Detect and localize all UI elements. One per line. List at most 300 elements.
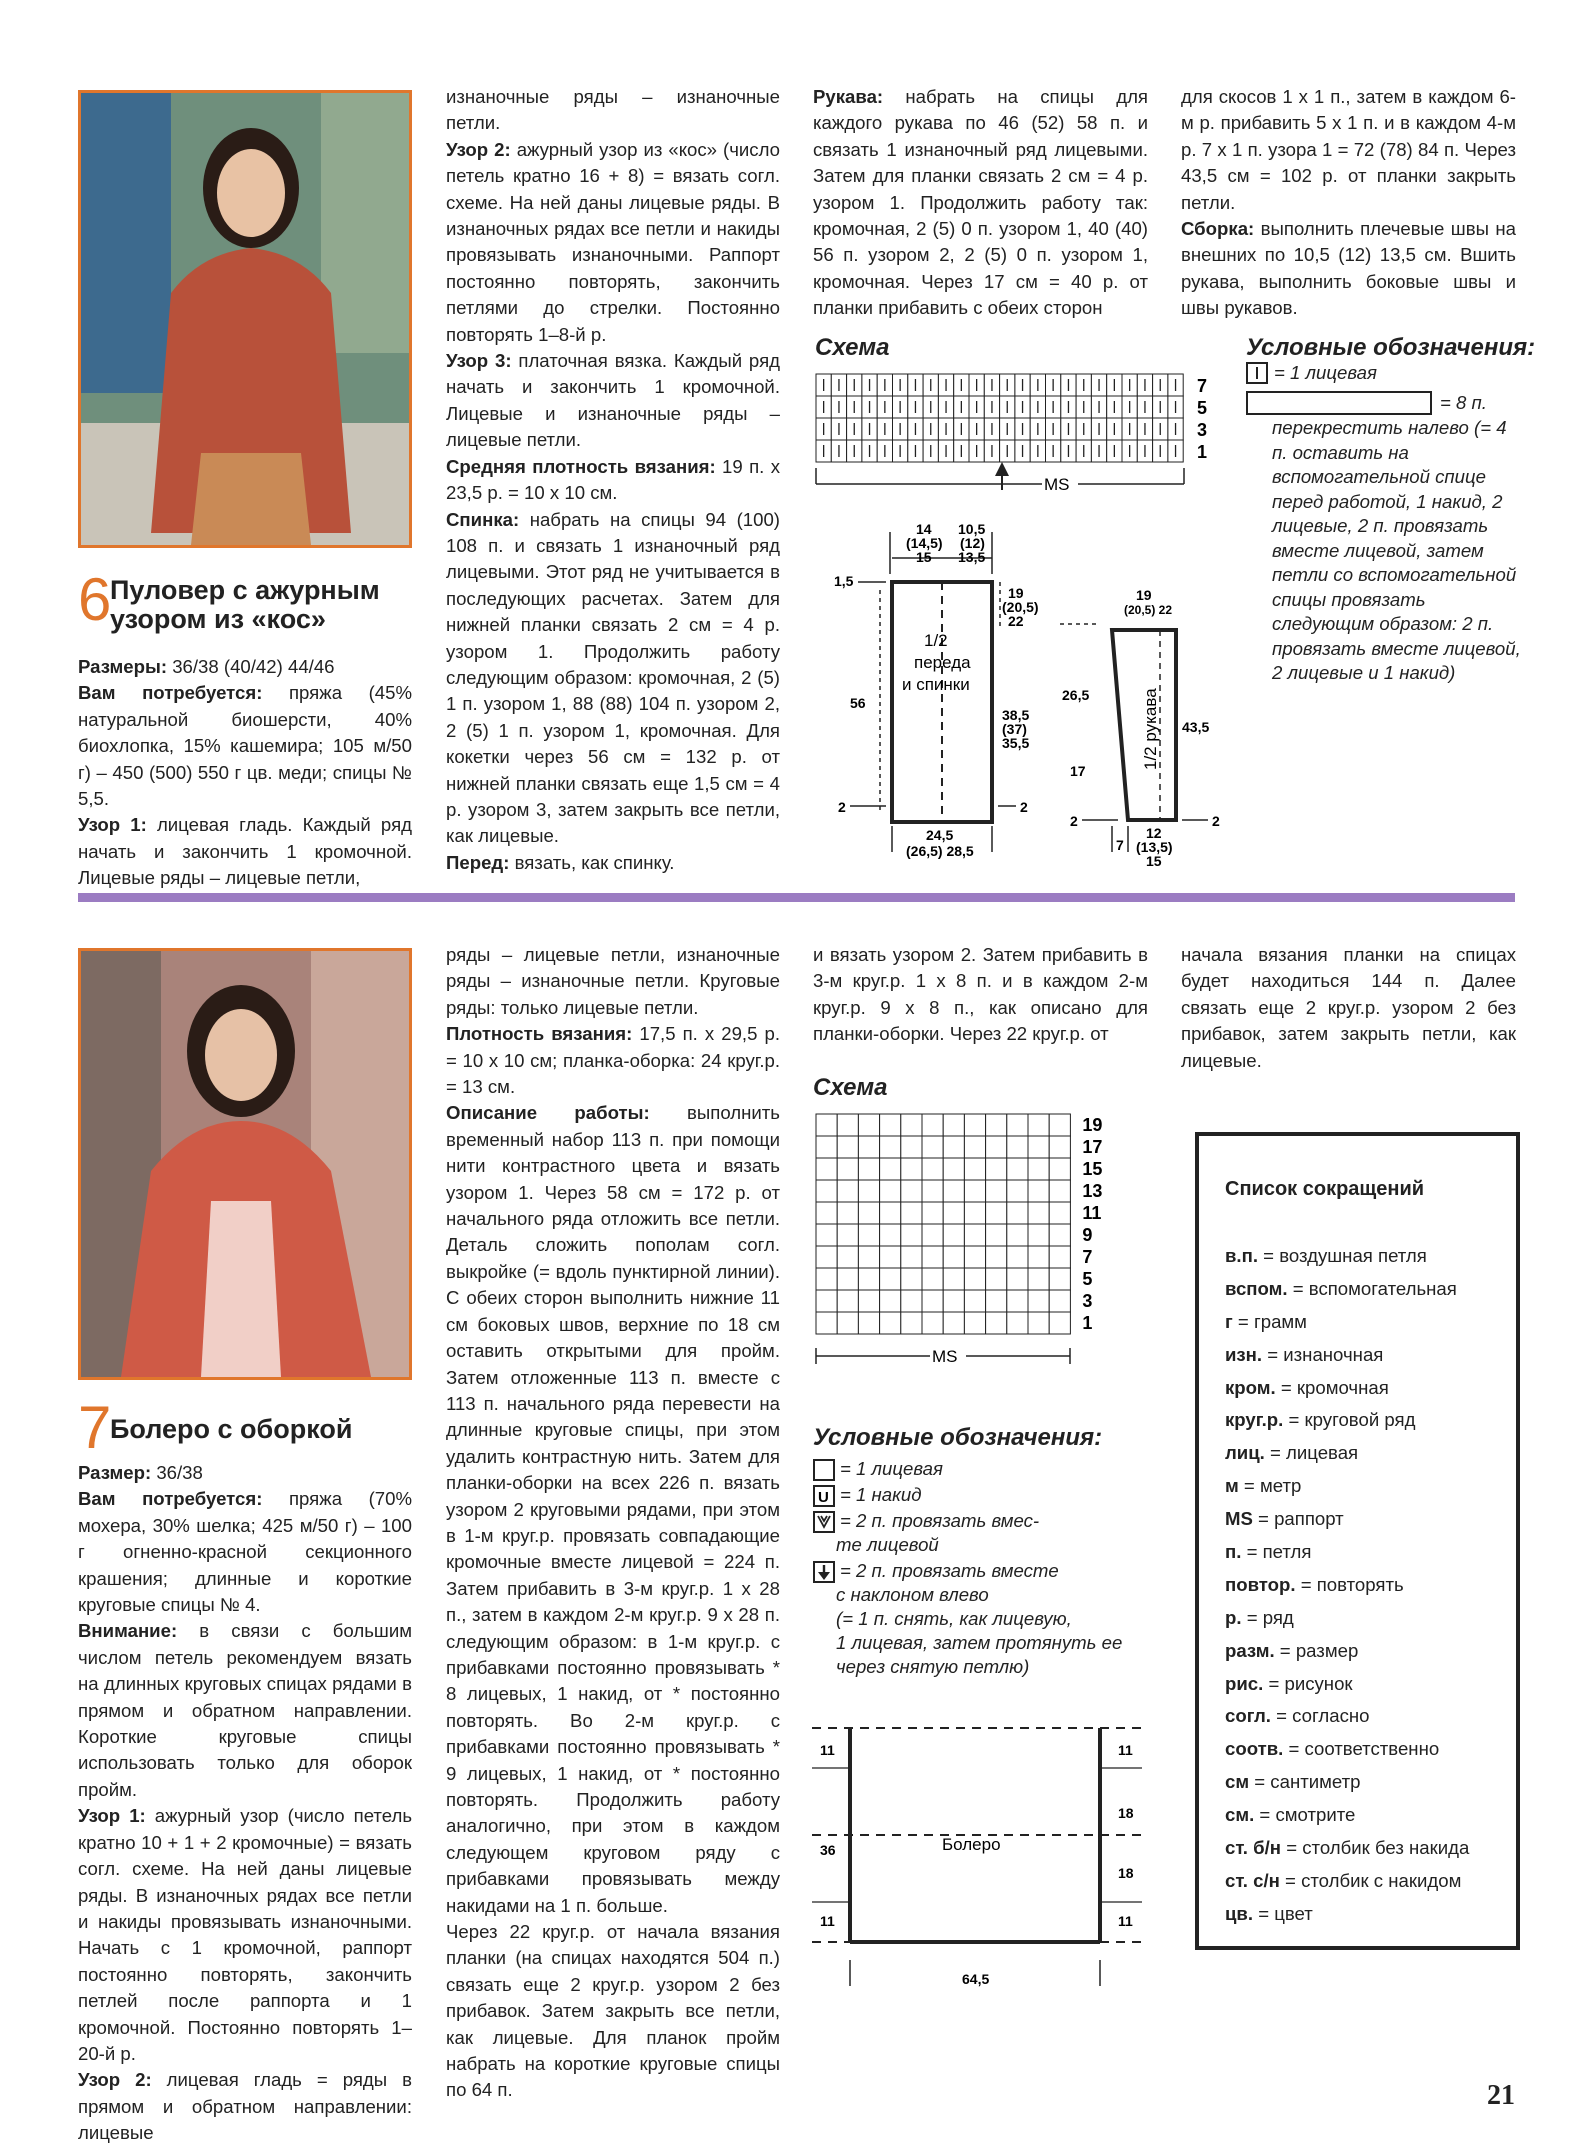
chart-cell xyxy=(922,1202,943,1224)
paragraph-text: 36/38 xyxy=(151,1462,203,1483)
chart-cell xyxy=(858,1136,879,1158)
legend-k2tog-icon xyxy=(813,1511,835,1533)
chart-cell xyxy=(1007,1114,1028,1136)
sweater-photo xyxy=(78,90,412,548)
abbreviation-key: г xyxy=(1225,1310,1233,1332)
sweater-sleeve-diagram xyxy=(1060,580,1230,880)
chart-cell xyxy=(943,1114,964,1136)
abbreviation-item xyxy=(1225,1700,1469,1733)
chart-cell xyxy=(1049,1290,1070,1312)
abbreviation-item xyxy=(1225,1470,1469,1503)
chart-cell xyxy=(816,1158,837,1180)
chart-cell xyxy=(880,1180,901,1202)
abbreviation-item xyxy=(1225,1733,1469,1766)
chart-cell xyxy=(922,1136,943,1158)
abbreviation-key: повтор. xyxy=(1225,1573,1296,1595)
dim-label: 11 xyxy=(820,1913,835,1929)
chart-cell xyxy=(943,1158,964,1180)
dim-label: 22 xyxy=(1008,613,1024,629)
chart-cell xyxy=(880,1136,901,1158)
chart-cell xyxy=(922,1158,943,1180)
chart-cell xyxy=(816,1136,837,1158)
abbreviation-value: = изнаночная xyxy=(1262,1343,1384,1365)
sweater-legend-title: Условные обозначения: xyxy=(1246,334,1536,361)
chart-ms-label: MS xyxy=(932,1347,958,1366)
dim-label: 11 xyxy=(1118,1913,1133,1929)
abbreviation-item xyxy=(1225,1569,1469,1602)
paragraph xyxy=(1181,216,1516,322)
chart-cell xyxy=(858,1290,879,1312)
paragraph-text: Через 22 круг.р. от начала вязания планки (на спицах находятся 504 п.) связать еще 2 круг.р. узором 2 без прибавок. Затем закрыть все петли, как лицевые. Для планок пройм набрать на короткие круговые спицы по 64 п. xyxy=(446,1921,780,2101)
chart-cell xyxy=(922,1114,943,1136)
chart-cell xyxy=(922,1246,943,1268)
chart-cell xyxy=(1049,1224,1070,1246)
chart-cell xyxy=(943,1180,964,1202)
chart-cell xyxy=(901,1246,922,1268)
chart-cell xyxy=(880,1202,901,1224)
chart-cell xyxy=(858,1312,879,1334)
bolero-text-column-3 xyxy=(813,942,1148,1048)
abbreviation-key: изн. xyxy=(1225,1343,1263,1365)
chart-cell xyxy=(1028,1158,1049,1180)
section-number: 7 xyxy=(78,1394,112,1461)
chart-cell xyxy=(880,1312,901,1334)
paragraph xyxy=(78,654,412,680)
chart-cell xyxy=(964,1224,985,1246)
chart-cell xyxy=(1028,1268,1049,1290)
dim-label: 1,5 xyxy=(834,573,854,589)
abbreviation-item xyxy=(1225,1766,1469,1799)
abbreviation-item xyxy=(1225,1273,1469,1306)
abbreviation-value: = столбик с накидом xyxy=(1279,1869,1462,1891)
chart-cell xyxy=(986,1312,1007,1334)
bolero-schema-title: Схема xyxy=(813,1074,888,1101)
chart-cell xyxy=(858,1114,879,1136)
chart-cell xyxy=(964,1202,985,1224)
paragraph xyxy=(446,454,780,507)
svg-text:U: U xyxy=(818,1489,829,1506)
dim-label: (20,5) 22 xyxy=(1124,603,1173,617)
dim-label: 35,5 xyxy=(1002,735,1030,751)
chart-cell xyxy=(943,1268,964,1290)
chart-cell xyxy=(986,1136,1007,1158)
woman-sweater-photo-icon xyxy=(81,93,409,545)
legend-cable-icon xyxy=(1246,391,1432,415)
chart-cell xyxy=(816,1268,837,1290)
abbreviation-item xyxy=(1225,1437,1469,1470)
chart-row-label: 7 xyxy=(1197,376,1208,396)
section-number: 6 xyxy=(78,566,112,633)
chart-cell xyxy=(816,1312,837,1334)
chart-cell xyxy=(858,1202,879,1224)
chart-cell xyxy=(837,1312,858,1334)
abbreviation-key: кром. xyxy=(1225,1376,1276,1398)
paragraph-text: лицевая гладь. Каждый ряд начать и закончить 1 кромочной. Лицевые ряды – лицевые петли, xyxy=(78,814,412,889)
abbreviation-key: круг.р. xyxy=(1225,1409,1284,1431)
paragraph-text: ряды – лицевые петли, изнаночные ряды – изнаночные петли. Круговые ряды: только лицевые петли. xyxy=(446,944,780,1018)
chart-cell xyxy=(964,1180,985,1202)
paragraph-text: выполнить плечевые швы на внешних по 10,5 (12) 13,5 см. Вшить рукава, выполнить боковые швы и швы рукавов. xyxy=(1181,218,1516,319)
paragraph-text: для скосов 1 х 1 п., затем в каждом 6-м р. прибавить 5 х 1 п. и в каждом 4-м р. 7 х 1 п. узора 1 = 72 (78) 84 п. Через 43,5 см = 102 р. от планки закрыть петли. xyxy=(1181,86,1516,213)
paragraph-lead: Рукава: xyxy=(813,86,884,107)
chart-cell xyxy=(1028,1290,1049,1312)
chart-cell xyxy=(922,1268,943,1290)
dim-label: 11 xyxy=(820,1742,835,1758)
dim-label: 15 xyxy=(916,549,932,565)
paragraph-text: лицевая гладь = ряды в прямом и обратном направлении: лицевые xyxy=(78,2069,412,2144)
paragraph-text: набрать на спицы для каждого рукава по 46 (52) 58 п. и связать 1 изнаночный ряд лицевыми. Затем для планки связать 2 см = 4 р. узором 1. Продолжить работу так: кромочная, 2 (5) 0 п. узором 1, 40 (40) 56 п. узором 2, 2 (5) 0 п. узором 1, кромочная. Через 17 см = 40 р. от планки прибавить с обеих сторон xyxy=(813,86,1148,319)
chart-row-label: 1 xyxy=(1082,1313,1093,1333)
abbreviation-item xyxy=(1225,1372,1469,1405)
chart-cell xyxy=(858,1158,879,1180)
chart-cell xyxy=(858,1246,879,1268)
chart-cell xyxy=(901,1312,922,1334)
chart-cell xyxy=(880,1224,901,1246)
abbreviation-item xyxy=(1225,1602,1469,1635)
abbreviation-key: в.п. xyxy=(1225,1245,1258,1266)
chart-cell xyxy=(1007,1202,1028,1224)
chart-cell xyxy=(1007,1224,1028,1246)
abbreviation-item xyxy=(1225,1865,1469,1898)
dim-label: (12) xyxy=(960,535,985,551)
paragraph xyxy=(446,84,780,137)
bolero-legend-3a: = 2 п. провязать вмес- xyxy=(840,1510,1040,1531)
paragraph-text: пряжа (45% натуральной биошерсти, 40% биохлопка, 15% кашемира; 105 м/50 г) – 450 (500) 550 г цв. меди; спицы № 5,5. xyxy=(78,682,412,810)
section-separator xyxy=(78,893,1515,902)
paragraph-text: пряжа (70% мохера, 30% шелка; 425 м/50 г) – 100 г огненно-красной секционного крашения; длинные и короткие круговые спицы № 4. xyxy=(78,1488,412,1616)
abbreviation-key: см. xyxy=(1225,1804,1255,1826)
dim-label: 2 xyxy=(838,799,846,815)
chart-cell xyxy=(837,1114,858,1136)
chart-cell xyxy=(901,1224,922,1246)
paragraph xyxy=(78,1803,412,2067)
chart-cell xyxy=(1049,1114,1070,1136)
paragraph-text: в связи с большим числом петель рекомендуем вязать на длинных круговых спицах рядами в прямом и обратном направлении. Короткие круговые спицы использовать только для оборок пройм. xyxy=(78,1620,412,1800)
chart-row-label: 7 xyxy=(1082,1247,1093,1267)
paragraph xyxy=(78,2067,412,2146)
bolero-legend-4b: с наклоном влево xyxy=(836,1584,989,1605)
legend-yarn-over-icon xyxy=(813,1485,835,1507)
chart-cell xyxy=(986,1290,1007,1312)
diagram-label: Болеро xyxy=(942,1835,1001,1854)
paragraph-text: выполнить временный набор 113 п. при помощи нити контрастного цвета и вязать узором 1. Через 58 см = 172 р. от начального ряда отложить все петли. Деталь сложить пополам согл. выкройке (= вдоль пунктирной линии). С обеих сторон выполнить нижние 11 см боковых швов, верхние по 18 см оставить открытыми для пройм. Затем отложенные 113 п. вместе с 113 п. начального ряда перевести на длинные круговые спицы, при этом удалить контрастную нить. Затем для планки-оборки на всех 226 п. вязать узором 2 круговыми рядами, при этом в 1-м круг.р. провязать совпадающие кромочные вместе лицевой = 224 п. Затем прибавить в 3-м круг.р. 1 х 28 п., затем в каждом 2-м круг.р. 9 х 28 п. следующим образом: в 1-м круг.р. с прибавками постоянно провязывать * 8 лицевых, 1 накид, от * постоянно повторять. Во 2-м круг.р. с прибавками постоянно провязывать * 9 лицевых, 1 накид, от * постоянно повторять. Продолжить работу аналогично, при этом в каждом следующем круговом ряду с прибавками провязывать между накидами на 1 п. больше. xyxy=(446,1102,780,1916)
abbreviation-key: цв. xyxy=(1225,1902,1254,1924)
chart-cell xyxy=(964,1246,985,1268)
paragraph-lead: Внимание: xyxy=(78,1620,178,1642)
chart-cell xyxy=(943,1290,964,1312)
paragraph-lead: Узор 1: xyxy=(78,1805,146,1827)
abbreviation-item xyxy=(1225,1898,1469,1931)
abbreviation-value: = раппорт xyxy=(1252,1508,1344,1530)
paragraph-text: ажурный узор (число петель кратно 10 + 1 + 2 кромочные) = вязать согл. схеме. На ней даны лицевые ряды. В изнаночных рядах все петли и накиды провязывать изнаночными. Начать с 1 кромочной, раппорт постоянно повторять, закончить петлей после раппорта и 1 кромочной. Постоянно повторять 1–20-й р. xyxy=(78,1805,412,2064)
abbreviation-item xyxy=(1225,1306,1469,1339)
section-title-line1: Пуловер с ажурным xyxy=(110,575,380,605)
chart-cell xyxy=(880,1246,901,1268)
bolero-legend-3b: те лицевой xyxy=(836,1534,939,1555)
paragraph xyxy=(446,942,780,1021)
chart-cell xyxy=(901,1180,922,1202)
abbreviation-key: разм. xyxy=(1225,1639,1275,1661)
dim-label: (20,5) xyxy=(1002,599,1039,615)
paragraph xyxy=(813,942,1148,1048)
chart-cell xyxy=(901,1114,922,1136)
dim-label: 2 xyxy=(1070,813,1078,829)
chart-row-label: 1 xyxy=(1197,442,1208,462)
dim-label: 15 xyxy=(1146,853,1162,869)
legend-ssk-icon xyxy=(813,1561,835,1583)
chart-cell xyxy=(837,1202,858,1224)
abbreviation-value: = лицевая xyxy=(1264,1442,1359,1464)
chart-cell xyxy=(880,1290,901,1312)
chart-cell xyxy=(986,1224,1007,1246)
abbreviation-value: = круговой ряд xyxy=(1283,1409,1416,1431)
abbreviation-value: = кромочная xyxy=(1275,1376,1389,1398)
chart-cell xyxy=(943,1224,964,1246)
abbreviation-value: = метр xyxy=(1238,1475,1302,1497)
bolero-legend-4a: = 2 п. провязать вместе xyxy=(840,1560,1059,1581)
paragraph xyxy=(78,1618,412,1803)
chart-cell xyxy=(837,1224,858,1246)
bolero-text-column-4 xyxy=(1181,942,1516,1074)
chart-cell xyxy=(837,1268,858,1290)
chart-cell xyxy=(1049,1158,1070,1180)
dim-label: (26,5) 28,5 xyxy=(906,843,974,859)
abbreviation-value: = петля xyxy=(1241,1541,1312,1563)
sweater-chart xyxy=(812,372,1232,502)
abbreviation-key: вспом. xyxy=(1225,1277,1288,1299)
paragraph-text: изнаночные ряды – изнаночные петли. xyxy=(446,86,780,134)
chart-row-label: 19 xyxy=(1082,1115,1103,1135)
abbreviation-value: = воздушная петля xyxy=(1258,1245,1427,1266)
section-title: Болеро с оборкой xyxy=(110,1414,353,1444)
paragraph xyxy=(78,680,412,812)
abbreviations-title: Список сокращений xyxy=(1225,1178,1425,1200)
dim-label: 2 xyxy=(1212,813,1220,829)
sweater-text-column-1 xyxy=(78,654,412,892)
paragraph-text: ажурный узор из «кос» (число петель кратно 16 + 8) = вязать согл. схеме. На ней даны лицевые ряды. В изнаночных рядах все петли и накиды провязывать изнаночными. Раппорт постоянно повторять, закончить петлями до стрелки. Постоянно повторять 1–8-й р. xyxy=(446,138,780,345)
dim-label: (13,5) xyxy=(1136,839,1173,855)
dim-label: (14,5) xyxy=(906,535,943,551)
chart-cell xyxy=(1028,1136,1049,1158)
chart-cell xyxy=(880,1114,901,1136)
paragraph-text: вязать, как спинку. xyxy=(509,851,675,873)
chart-cell xyxy=(1028,1224,1049,1246)
bolero-diagram xyxy=(812,1710,1152,2010)
chart-cell xyxy=(901,1290,922,1312)
bolero-legend-4d: 1 лицевая, затем протянуть ее xyxy=(836,1632,1123,1653)
paragraph-text: набрать на спицы 94 (100) 108 п. и связать 1 изнаночный ряд лицевыми. Этот ряд не учитывается в последующих расчетах. Затем для нижней планки связать 2 см = 4 р. узором 1. Продолжить работу следующим образом: кромочная, 2 (5) 1 п. узором 1, 88 (88) 104 п. узором 2, 2 (5) 1 п. узором 1, кромочная. Для кокетки через 56 см = 132 р. от нижней планки связать еще 1,5 см = 4 р. узором 3, затем закрыть все петли, как лицевые. xyxy=(446,508,780,847)
chart-cell xyxy=(1049,1268,1070,1290)
abbreviation-key: см xyxy=(1225,1771,1250,1793)
paragraph-lead: Узор 3: xyxy=(446,350,512,372)
paragraph xyxy=(1181,942,1516,1074)
abbreviation-value: = повторять xyxy=(1295,1573,1404,1595)
abbreviation-item xyxy=(1225,1668,1469,1701)
chart-cell xyxy=(964,1268,985,1290)
sweater-text-column-2 xyxy=(446,84,780,876)
dim-label: 26,5 xyxy=(1062,687,1090,703)
chart-cell xyxy=(1049,1180,1070,1202)
chart-cell xyxy=(943,1312,964,1334)
abbreviation-key: р. xyxy=(1225,1606,1242,1628)
abbreviation-value: = размер xyxy=(1274,1639,1359,1661)
paragraph-lead: Вам потребуется: xyxy=(78,682,263,704)
bolero-text-column-2 xyxy=(446,942,780,2104)
bolero-legend-1: = 1 лицевая xyxy=(840,1458,943,1479)
chart-cell xyxy=(922,1290,943,1312)
chart-row-label: 11 xyxy=(1082,1203,1102,1223)
abbreviation-key: ст. б/н xyxy=(1225,1837,1282,1859)
paragraph-lead: Сборка: xyxy=(1181,218,1255,240)
paragraph-lead: Спинка: xyxy=(446,508,520,530)
abbreviation-key: лиц. xyxy=(1225,1442,1265,1464)
chart-cell xyxy=(943,1136,964,1158)
paragraph xyxy=(446,1100,780,1919)
sweater-text-column-4 xyxy=(1181,84,1516,322)
chart-cell xyxy=(1028,1114,1049,1136)
diagram-label: и спинки xyxy=(902,675,970,694)
chart-row-label: 15 xyxy=(1082,1159,1103,1179)
chart-cell xyxy=(901,1202,922,1224)
paragraph-lead: Перед: xyxy=(446,851,510,873)
abbreviation-value: = согласно xyxy=(1270,1705,1370,1727)
sweater-text-column-3 xyxy=(813,84,1148,322)
dim-label: 11 xyxy=(1118,1742,1133,1758)
chart-cell xyxy=(986,1246,1007,1268)
paragraph xyxy=(446,850,780,876)
paragraph xyxy=(813,84,1148,322)
sweater-legend-1: = 1 лицевая xyxy=(1274,362,1377,383)
chart-cell xyxy=(858,1224,879,1246)
chart-cell xyxy=(1028,1202,1049,1224)
chart-cell xyxy=(922,1224,943,1246)
chart-cell xyxy=(922,1180,943,1202)
abbreviation-value: = рисунок xyxy=(1263,1672,1353,1694)
abbreviation-key: п. xyxy=(1225,1541,1242,1563)
chart-cell xyxy=(1028,1246,1049,1268)
paragraph-lead: Плотность вязания: xyxy=(446,1023,633,1045)
chart-cell xyxy=(816,1114,837,1136)
chart-cell xyxy=(858,1180,879,1202)
chart-cell xyxy=(1028,1180,1049,1202)
chart-row-label: 3 xyxy=(1197,420,1208,440)
abbreviation-key: ст. с/н xyxy=(1225,1869,1280,1891)
paragraph xyxy=(78,812,412,891)
chart-cell xyxy=(1049,1136,1070,1158)
chart-cell xyxy=(837,1246,858,1268)
legend-knit-icon xyxy=(1246,362,1268,384)
paragraph xyxy=(78,1486,412,1618)
chart-cell xyxy=(1007,1158,1028,1180)
chart-row-label: 5 xyxy=(1197,398,1208,418)
abbreviation-item xyxy=(1225,1536,1469,1569)
sweater-schema-title: Схема xyxy=(815,334,890,361)
paragraph xyxy=(446,137,780,348)
abbreviation-key: рис. xyxy=(1225,1672,1264,1694)
dim-label: (37) xyxy=(1002,721,1027,737)
chart-cell xyxy=(837,1290,858,1312)
paragraph-lead: Вам потребуется: xyxy=(78,1488,263,1510)
chart-cell xyxy=(901,1136,922,1158)
paragraph-text: 19 п. х 23,5 р. = 10 х 10 см. xyxy=(446,455,780,504)
abbreviation-value: = смотрите xyxy=(1254,1804,1356,1826)
chart-cell xyxy=(816,1180,837,1202)
sleeve-label: 1/2 рукава xyxy=(1141,688,1160,770)
chart-cell xyxy=(901,1268,922,1290)
bolero-text-column-1 xyxy=(78,1460,412,2147)
paragraph-lead: Размер: xyxy=(78,1462,152,1483)
chart-cell xyxy=(816,1224,837,1246)
chart-cell xyxy=(837,1136,858,1158)
chart-cell xyxy=(1007,1290,1028,1312)
section-title-line2: узором из «кос» xyxy=(110,604,326,634)
abbreviation-value: = ряд xyxy=(1241,1606,1294,1628)
abbreviation-value: = сантиметр xyxy=(1249,1771,1361,1793)
bolero-legend-4e: через снятую петлю) xyxy=(836,1656,1030,1677)
legend-knit-icon xyxy=(813,1459,835,1481)
dim-label: 19 xyxy=(1136,587,1152,603)
chart-cell xyxy=(1007,1312,1028,1334)
paragraph-lead: Узор 1: xyxy=(78,814,147,836)
abbreviation-value: = цвет xyxy=(1253,1902,1313,1924)
bolero-photo xyxy=(78,948,412,1380)
paragraph-text: и вязать узором 2. Затем прибавить в 3-м круг.р. 1 х 8 п. и в каждом 2-м круг.р. 9 х 8 п., как описано для планки-оборки. Через 22 круг.р. от xyxy=(813,944,1148,1045)
abbreviation-value: = столбик без накида xyxy=(1281,1837,1470,1859)
chart-cell xyxy=(986,1114,1007,1136)
chart-cell xyxy=(901,1158,922,1180)
abbreviation-item xyxy=(1225,1799,1469,1832)
woman-bolero-photo-icon xyxy=(81,951,409,1377)
dim-label: 43,5 xyxy=(1182,719,1210,735)
bolero-legend-4c: (= 1 п. снять, как лицевую, xyxy=(836,1608,1072,1629)
chart-cell xyxy=(1007,1180,1028,1202)
chart-cell xyxy=(964,1114,985,1136)
chart-cell xyxy=(1007,1136,1028,1158)
chart-cell xyxy=(1049,1202,1070,1224)
dim-label: 12 xyxy=(1146,825,1162,841)
dim-label: 14 xyxy=(916,521,932,537)
abbreviation-key: соотв. xyxy=(1225,1738,1284,1760)
paragraph xyxy=(446,1021,780,1100)
chart-cell xyxy=(837,1180,858,1202)
dim-label: 24,5 xyxy=(926,827,954,843)
abbreviation-item xyxy=(1225,1339,1469,1372)
bolero-legend-title: Условные обозначения: xyxy=(813,1424,1103,1451)
chart-cell xyxy=(1049,1246,1070,1268)
dim-label: 10,5 xyxy=(958,521,986,537)
abbreviation-key: MS xyxy=(1225,1508,1253,1530)
paragraph xyxy=(78,1460,412,1486)
chart-cell xyxy=(1007,1268,1028,1290)
paragraph-lead: Размеры: xyxy=(78,656,168,677)
paragraph xyxy=(446,507,780,850)
paragraph-lead: Узор 2: xyxy=(78,2069,152,2091)
dim-label: 7 xyxy=(1116,837,1124,853)
dim-label: 19 xyxy=(1008,585,1024,601)
abbreviations-list xyxy=(1225,1240,1469,1931)
paragraph xyxy=(446,348,780,454)
chart-ms-label: MS xyxy=(1044,475,1070,494)
dim-label: 64,5 xyxy=(962,1971,990,1987)
chart-cell xyxy=(922,1312,943,1334)
chart-row-label: 17 xyxy=(1082,1137,1103,1157)
bolero-chart xyxy=(812,1112,1112,1372)
abbreviation-item xyxy=(1225,1832,1469,1865)
chart-cell xyxy=(1049,1312,1070,1334)
paragraph-text: платочная вязка. Каждый ряд начать и закончить 1 кромочной. Лицевые и изнаночные ряды – лицевые петли. xyxy=(446,350,780,451)
paragraph xyxy=(446,1919,780,2104)
dim-label: 13,5 xyxy=(958,549,986,565)
